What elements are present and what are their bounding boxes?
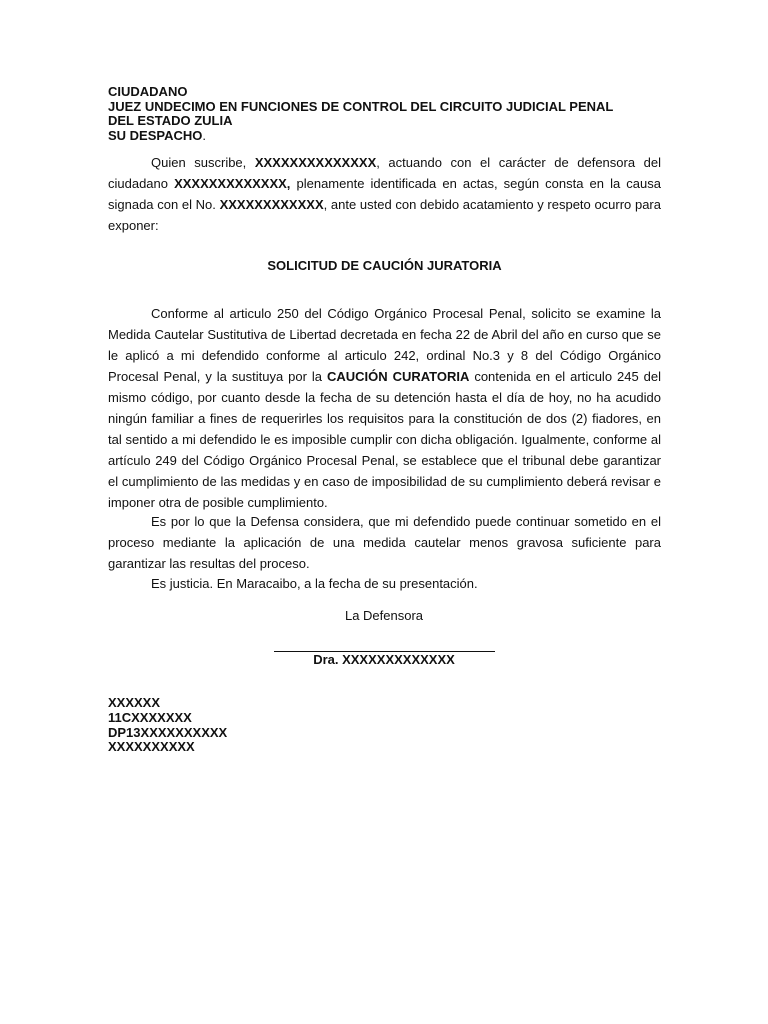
addressee-line-4-text: SU DESPACHO bbox=[108, 127, 203, 143]
footer-line-4: XXXXXXXXXX bbox=[108, 739, 195, 755]
footer-line-2: 11CXXXXXXX bbox=[108, 709, 192, 725]
addressee-line-4-period: . bbox=[202, 127, 207, 143]
intro-text-4: , ante usted con debido acatamiento y respeto ocurro para exponer: bbox=[108, 197, 661, 233]
intro-text-3: plenamente identificada en actas, según consta en la causa signada con el No. bbox=[108, 176, 661, 212]
consider-paragraph: Es por lo que la Defensa considera, que mi defendido puede continuar sometido en el proceso mediante la aplicación de una medida cautelar menos gravosa suficiente para garantizar las resultas del proceso. bbox=[108, 514, 661, 571]
intro-text-2: , actuando con el carácter de defensora del ciudadano bbox=[108, 155, 661, 191]
caucion-curatoria-bold: CAUCIÓN CURATORIA bbox=[326, 369, 470, 384]
footer-line-3: DP13XXXXXXXXXX bbox=[108, 724, 228, 740]
causa-number: XXXXXXXXXXXX bbox=[219, 197, 324, 212]
addressee-block bbox=[108, 85, 668, 143]
signature-label: La Defensora bbox=[344, 608, 424, 623]
intro-text-1: Quien suscribe, bbox=[151, 155, 255, 170]
body-paragraph bbox=[108, 303, 661, 513]
addressee-line-4 bbox=[108, 129, 668, 144]
addressee-line-3: DEL ESTADO ZULIA bbox=[108, 113, 233, 128]
body-text-2: contenida en el articulo 245 del mismo código, por cuanto desde la fecha de su detención hasta el día de hoy, no ha acudido ningún familiar a fines de requerirles los requisitos para la constitución de dos (2) fiadores, en tal sentido a mi defendido le es imposible cumplir con dicha obligación. Igualmente, conforme al artículo 249 del Código Orgánico Procesal Penal, se establece que el tribunal debe garantizar el cumplimiento de las medidas y en caso de imposibilidad de su cumplimiento deberá revisar e imponer otra de posible cumplimiento. bbox=[108, 369, 661, 510]
addressee-line-1: CIUDADANO bbox=[108, 84, 188, 99]
ciudadano-name: XXXXXXXXXXXXX, bbox=[174, 176, 291, 191]
addressee-line-2: JUEZ UNDECIMO EN FUNCIONES DE CONTROL DEL CIRCUITO JUDICIAL PENAL bbox=[108, 98, 614, 114]
closing-paragraph: Es justicia. En Maracaibo, a la fecha de su presentación. bbox=[151, 576, 478, 591]
signature-name: Dra. XXXXXXXXXXXXX bbox=[313, 652, 455, 667]
body-text-1: Conforme al articulo 250 del Código Orgánico Procesal Penal, solicito se examine la Medida Cautelar Sustitutiva de Libertad decretada en fecha 22 de Abril del año en curso que se le aplicó a mi defendido conforme al articulo 242, ordinal No.3 y 8 del Código Orgánico Procesal Penal, y la sustituya por la bbox=[108, 306, 661, 384]
defensora-name: XXXXXXXXXXXXXX bbox=[254, 155, 377, 170]
document-title: SOLICITUD DE CAUCIÓN JURATORIA bbox=[267, 258, 502, 273]
intro-paragraph bbox=[108, 152, 661, 236]
footer-block bbox=[108, 696, 227, 755]
footer-line-1: XXXXXX bbox=[108, 695, 161, 710]
